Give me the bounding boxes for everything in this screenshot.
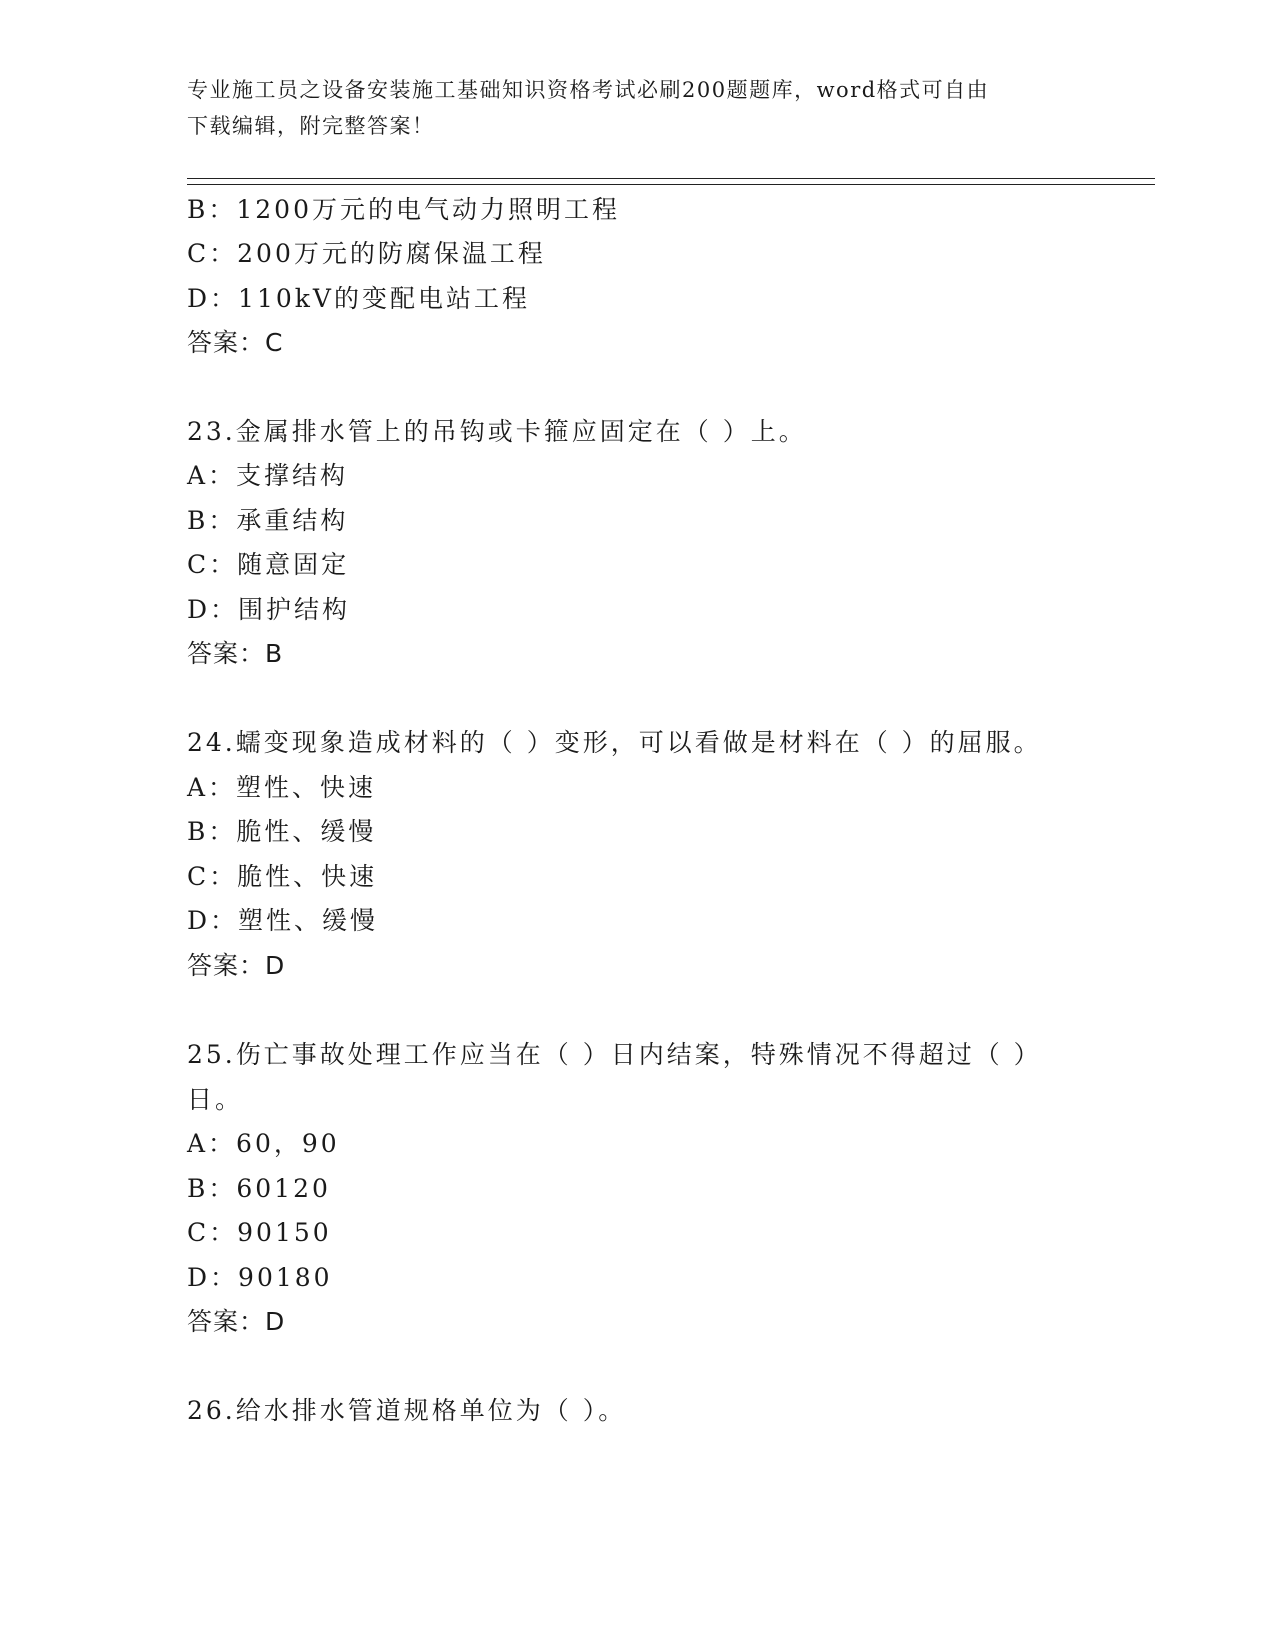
q24-option-c: C：脆性、快速	[187, 862, 378, 891]
header-line-2: 下载编辑，附完整答案！	[187, 114, 435, 138]
q22-option-c: C：200万元的防腐保温工程	[187, 239, 546, 268]
q22-answer: 答案：C	[187, 328, 284, 357]
header-line-1: 专业施工员之设备安装施工基础知识资格考试必刷200题题库，word格式可自由	[187, 78, 990, 102]
q25-option-c: C：90150	[187, 1218, 332, 1247]
q25-option-b: B：60120	[187, 1174, 331, 1203]
q24-option-d: D：塑性、缓慢	[187, 906, 379, 935]
q23-option-a: A：支撑结构	[187, 461, 349, 490]
q25-option-d: D：90180	[187, 1263, 333, 1292]
q25-answer: 答案：D	[187, 1307, 286, 1336]
document-header	[187, 72, 1067, 144]
q23-option-b: B：承重结构	[187, 506, 349, 535]
q23-option-c: C：随意固定	[187, 550, 350, 579]
q26-question: 26.给水排水管道规格单位为（ ）。	[187, 1396, 627, 1425]
q24-option-b: B：脆性、缓慢	[187, 817, 377, 846]
q25-option-a: A：60，90	[187, 1129, 340, 1158]
q24-answer: 答案：D	[187, 951, 286, 980]
q24-option-a: A：塑性、快速	[187, 773, 377, 802]
q23-answer: 答案：B	[187, 639, 284, 668]
header-divider-top	[187, 178, 1155, 179]
header-divider-bottom	[187, 184, 1155, 185]
q25-question-line-2: 日。	[187, 1085, 244, 1114]
q24-question: 24.蠕变现象造成材料的（ ）变形，可以看做是材料在（ ）的屈服。	[187, 728, 1042, 757]
q23-option-d: D：围护结构	[187, 595, 351, 624]
q22-option-d: D：110kV的变配电站工程	[187, 284, 530, 313]
q22-option-b: B：1200万元的电气动力照明工程	[187, 195, 620, 224]
q25-question-line-1: 25.伤亡事故处理工作应当在（ ）日内结案，特殊情况不得超过（ ）	[187, 1040, 1042, 1069]
q23-question: 23.金属排水管上的吊钩或卡箍应固定在（ ）上。	[187, 417, 807, 446]
